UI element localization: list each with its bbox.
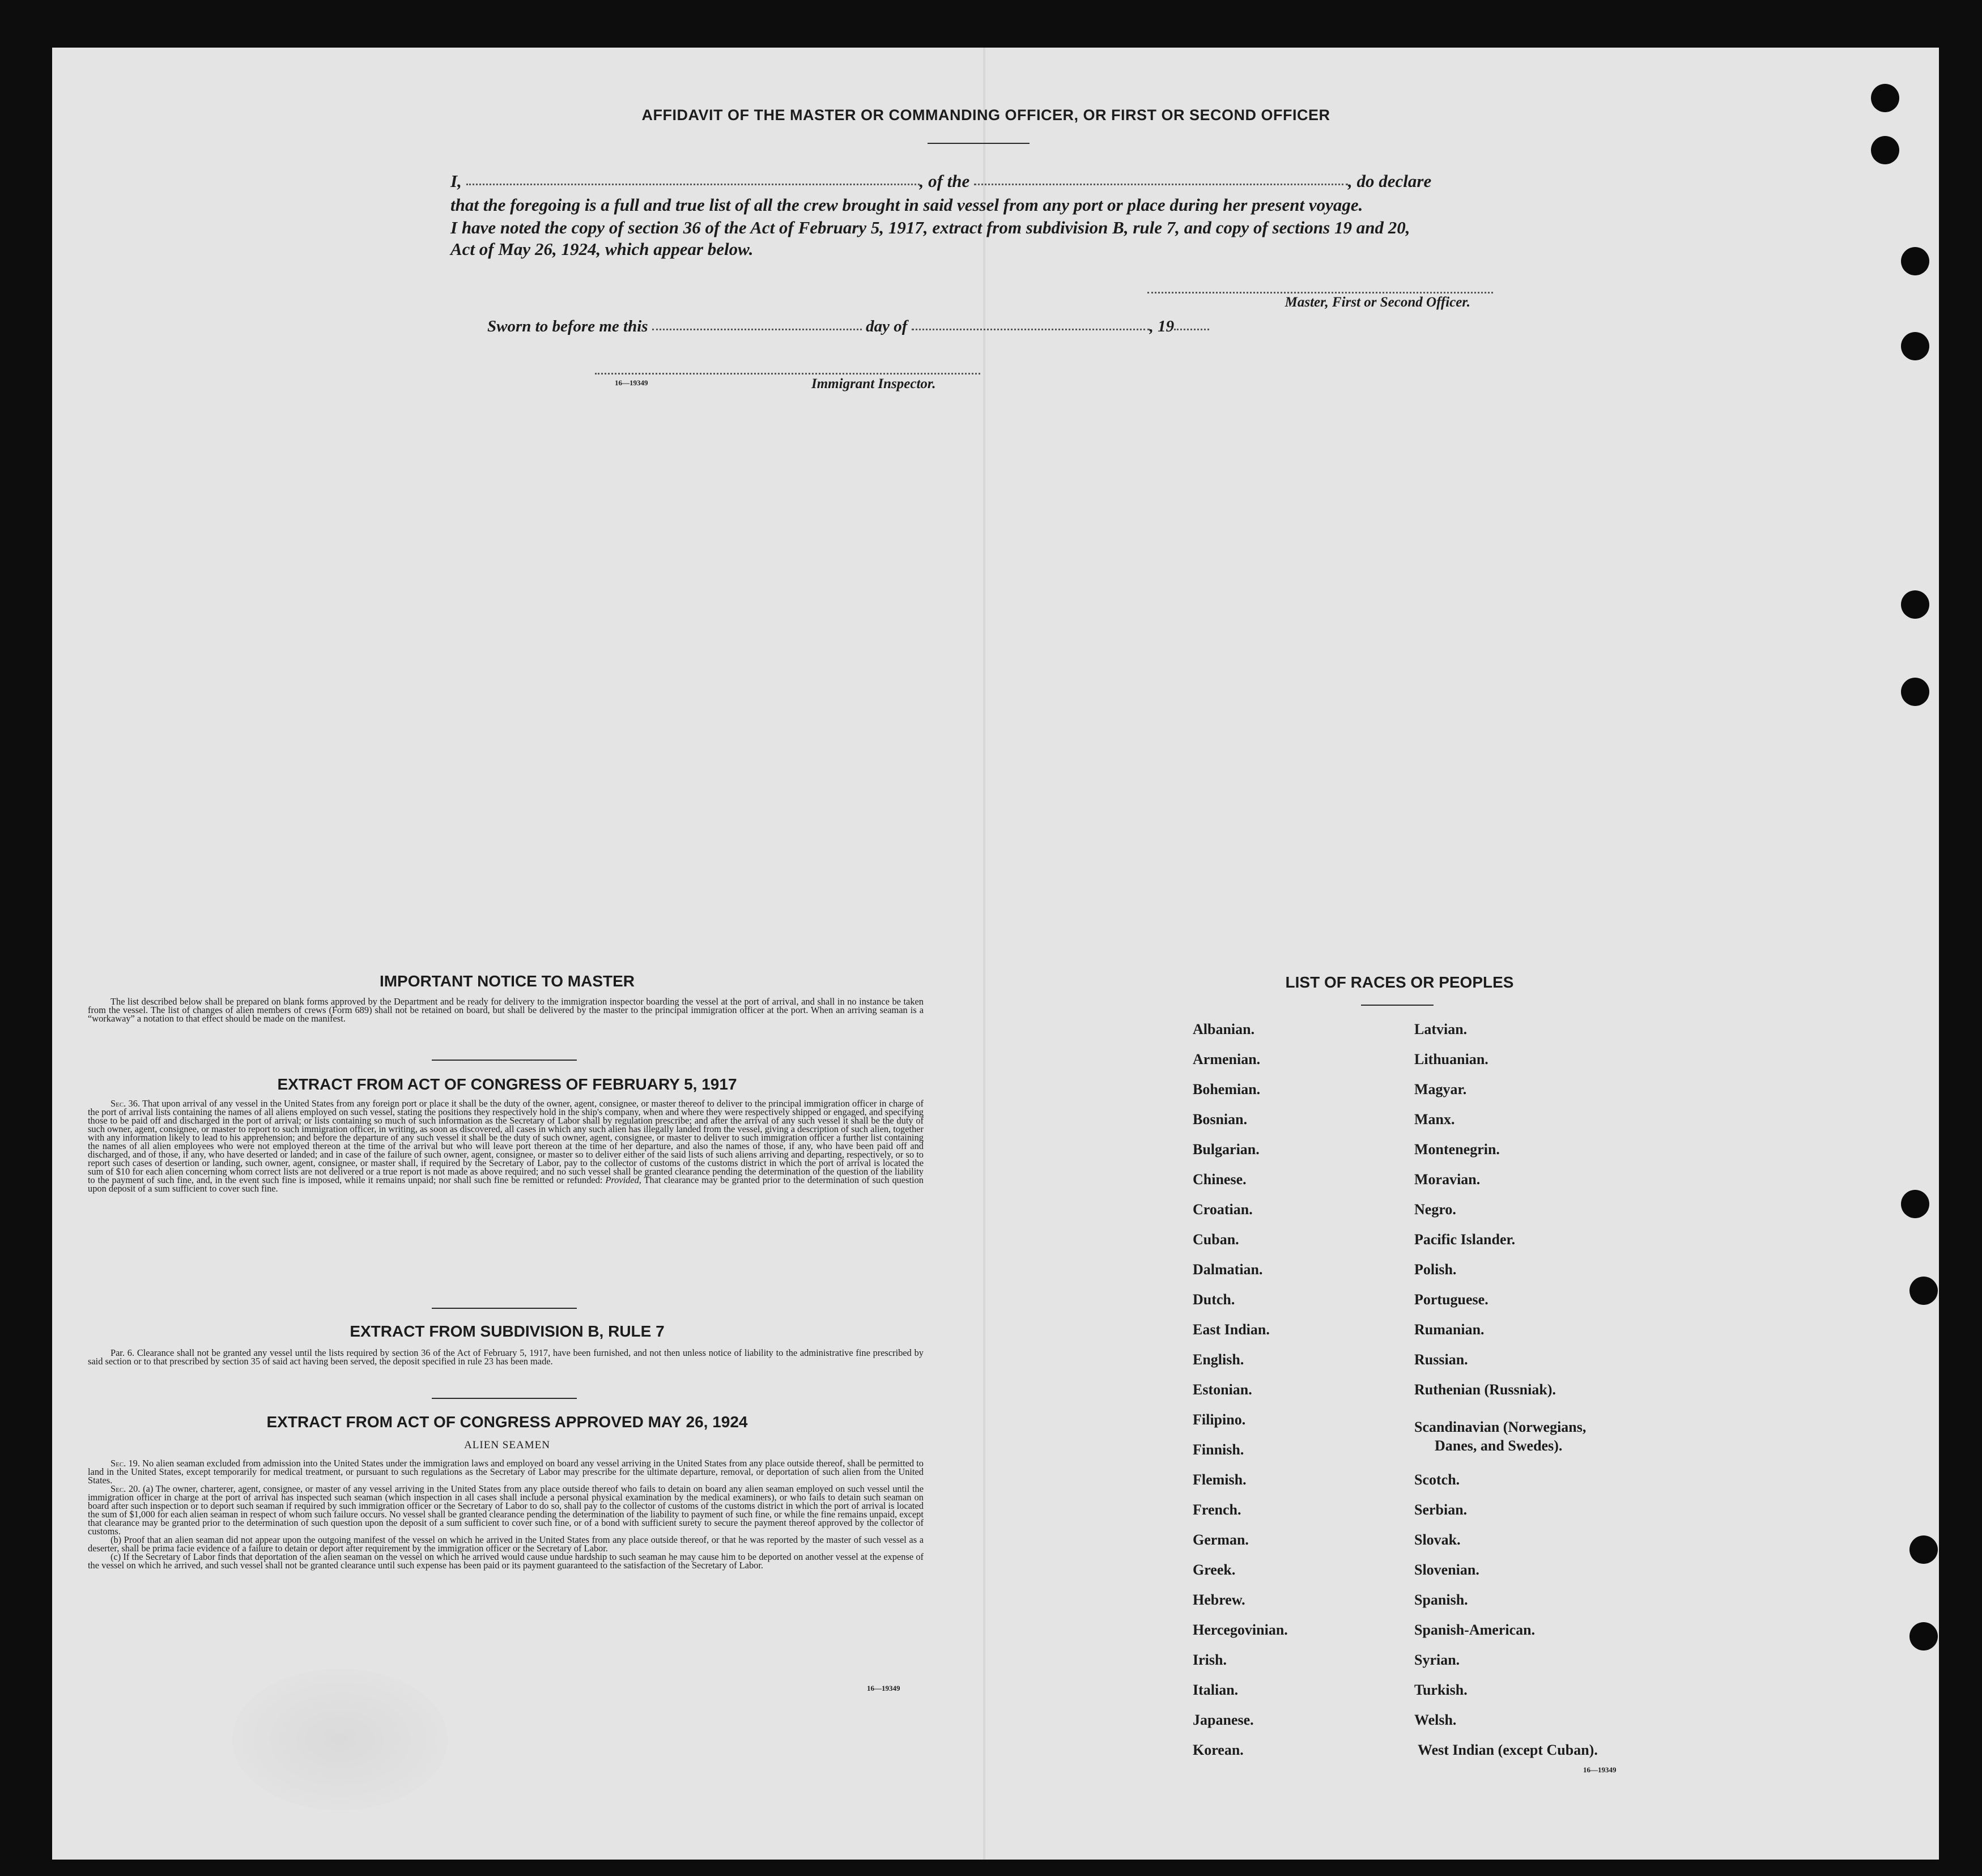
- race-item: Pacific Islander.: [1414, 1231, 1516, 1248]
- race-item: Estonian.: [1193, 1381, 1252, 1398]
- form-number: 16—19349: [615, 378, 648, 387]
- section-20-label: Sec. 20.: [110, 1483, 141, 1494]
- title-rule: [928, 143, 1030, 144]
- race-item: Magyar.: [1414, 1081, 1467, 1097]
- race-item: English.: [1193, 1351, 1244, 1368]
- race-item: Korean.: [1193, 1742, 1244, 1758]
- extract-rule7-title: EXTRACT FROM SUBDIVISION B, RULE 7: [350, 1322, 665, 1340]
- extract-1924-body: [88, 1459, 924, 1569]
- binder-hole: [1901, 1190, 1929, 1218]
- race-item: Filipino.: [1193, 1411, 1246, 1428]
- month-blank: [912, 325, 1150, 330]
- affidavit-title: AFFIDAVIT OF THE MASTER OR COMMANDING OFFICER, OR FIRST OR SECOND OFFICER: [641, 107, 1330, 124]
- binder-hole: [1901, 332, 1929, 360]
- race-item: Bohemian.: [1193, 1081, 1261, 1097]
- notice-body: [88, 997, 924, 1023]
- day-blank: [652, 325, 862, 330]
- section-19-paragraph: [88, 1459, 924, 1484]
- binder-hole: [1901, 247, 1929, 275]
- extract-1917-body: [88, 1099, 924, 1193]
- race-item: Latvian.: [1414, 1021, 1468, 1037]
- race-item: Moravian.: [1414, 1171, 1481, 1188]
- race-item: Portuguese.: [1414, 1291, 1488, 1308]
- affidavit-of-the: , of the: [919, 171, 970, 191]
- section-19-text: No alien seaman excluded from admission into the United States under the immigration laws and employed on board any vessel arriving in the United States from any place outside thereof, shall be permitted to land in the United States, except temporarily for medical treatment, or pursuant to such regulations as the Secretary of Labor may prescribe for the ultimate departure, removal, or deportation of such alien from the United States.: [88, 1458, 924, 1486]
- divider-rule: [432, 1060, 577, 1061]
- race-item: Croatian.: [1193, 1201, 1253, 1218]
- race-item: Hebrew.: [1193, 1592, 1245, 1608]
- race-item: French.: [1193, 1501, 1241, 1518]
- binder-hole: [1901, 678, 1929, 706]
- year-blank: [1174, 325, 1209, 330]
- affidavit-line-1: [450, 171, 1516, 192]
- binder-hole: [1901, 590, 1929, 619]
- race-item: Albanian.: [1193, 1021, 1255, 1037]
- race-item: Finnish.: [1193, 1441, 1244, 1458]
- alien-seamen-subtitle: ALIEN SEAMEN: [464, 1439, 550, 1451]
- race-item: Irish.: [1193, 1652, 1227, 1668]
- divider-rule: [432, 1308, 577, 1309]
- master-signature-caption: Master, First or Second Officer.: [1285, 295, 1470, 310]
- section-20a-text: (a) The owner, charterer, agent, consignee, or master of any vessel arriving in the United States from any place outside thereof who fails to detain on board any alien seaman employed on such vessel until the immigration officer in charge at the port of arrival has inspected such seaman (which inspection in all cases shall include a personal physical examination by the medical examiners), or who fails to detain such seaman on board after such inspection or to deport such seaman if required by such immigration officer or the Secretary of Labor to do so, shall pay to the collector of customs of the customs district in which the port of arrival is located the sum of $1,000 for each alien seaman in respect of whom such failure occurs. No vessel shall be granted clearance pending the determination of the liability to payment of such fine, or while the fine remains unpaid, except that clearance may be granted prior to the determination of such question upon the deposit of a sum sufficient to cover such fine, or of a bond with sufficient surety to secure the payment thereof approved by the collector of customs.: [88, 1483, 924, 1537]
- race-item: Hercegovinian.: [1193, 1622, 1288, 1638]
- section-19-label: Sec. 19.: [110, 1458, 140, 1469]
- races-title-rule: [1361, 1005, 1434, 1006]
- race-item: Bulgarian.: [1193, 1141, 1260, 1158]
- race-item: German.: [1193, 1532, 1249, 1548]
- master-signature-line: [1147, 292, 1493, 293]
- embossed-seal: [232, 1669, 448, 1810]
- race-item: East Indian.: [1193, 1321, 1270, 1338]
- affidavit-i: I,: [450, 171, 462, 191]
- races-title: LIST OF RACES OR PEOPLES: [1285, 973, 1514, 991]
- affidavit-line-2: that the foregoing is a full and true list of all the crew brought in said vessel from any port or place during her present voyage.: [450, 195, 1363, 215]
- race-item: Spanish.: [1414, 1592, 1468, 1608]
- race-item: Welsh.: [1414, 1712, 1457, 1728]
- race-item: Dutch.: [1193, 1291, 1235, 1308]
- binder-hole: [1909, 1277, 1938, 1305]
- section-20a-paragraph: [88, 1484, 924, 1535]
- rule7-paragraph: Par. 6. Clearance shall not be granted any vessel until the lists required by section 36 of the Act of February 5, 1917, have been furnished, and not then unless notice of liability to the administrative fine prescribed by said section or to that prescribed by section 35 of said act having been served, the deposit specified in rule 23 has been made.: [88, 1347, 924, 1367]
- affidavit-line-4: Act of May 26, 1924, which appear below.: [450, 239, 754, 259]
- race-item: Ruthenian (Russniak).: [1414, 1381, 1556, 1398]
- divider-rule: [432, 1398, 577, 1399]
- race-item: Negro.: [1414, 1201, 1456, 1218]
- section-20b-paragraph: (b) Proof that an alien seaman did not appear upon the outgoing manifest of the vessel on which he arrived in the United States from any place outside thereof, or that he was reported by the master of such vessel as a deserter, shall be prima facie evidence of a failure to detain or deport after requirement by the immigration officer or the Secretary of Labor.: [88, 1534, 924, 1554]
- notice-title: IMPORTANT NOTICE TO MASTER: [379, 972, 635, 990]
- race-item: Bosnian.: [1193, 1111, 1248, 1128]
- race-item: Polish.: [1414, 1261, 1457, 1278]
- provided-text: That clearance may be granted prior to the determination of such question upon deposit of a sum sufficient to cover such fine.: [88, 1175, 924, 1194]
- race-item: Danes, and Swedes).: [1435, 1437, 1563, 1454]
- inspector-signature-line: [595, 373, 980, 375]
- binder-hole: [1871, 84, 1899, 112]
- race-item: Greek.: [1193, 1562, 1236, 1578]
- vessel-blank: [974, 180, 1348, 185]
- affidavit-line-3: I have noted the copy of section 36 of the Act of February 5, 1917, extract from subdivision B, rule 7, and copy of sections 19 and 20,: [450, 218, 1410, 237]
- extract-1924-title: EXTRACT FROM ACT OF CONGRESS APPROVED MAY 26, 1924: [266, 1413, 748, 1431]
- race-item: Spanish-American.: [1414, 1622, 1536, 1638]
- race-item: Serbian.: [1414, 1501, 1468, 1518]
- name-blank: [466, 180, 920, 185]
- race-item: Slovak.: [1414, 1532, 1461, 1548]
- race-item: Scandinavian (Norwegians,: [1414, 1419, 1587, 1435]
- section-36-label: Sec. 36.: [110, 1098, 141, 1109]
- race-item: Slovenian.: [1414, 1562, 1479, 1578]
- race-item: West Indian (except Cuban).: [1418, 1742, 1598, 1758]
- race-item: Lithuanian.: [1414, 1051, 1488, 1067]
- form-number: 16—19349: [1583, 1766, 1617, 1774]
- race-item: Chinese.: [1193, 1171, 1247, 1188]
- binder-hole: [1909, 1622, 1938, 1650]
- form-number: 16—19349: [867, 1684, 900, 1692]
- provided-word: Provided,: [605, 1175, 641, 1185]
- affidavit-declare: , do declare: [1348, 171, 1432, 191]
- race-item: Rumanian.: [1414, 1321, 1485, 1338]
- sworn-day-of: day of: [866, 317, 908, 335]
- race-item: Cuban.: [1193, 1231, 1239, 1248]
- race-item: Flemish.: [1193, 1471, 1247, 1488]
- section-20c-paragraph: (c) If the Secretary of Labor finds that deportation of the alien seaman on the vessel on which he arrived would cause undue hardship to such seaman he may cause him to be deported on another vessel at the expense of the vessel on which he arrived, and such vessel shall not be granted clearance until such expense has been paid or its payment guaranteed to the satisfaction of the Secretary of Labor.: [88, 1551, 924, 1571]
- race-item: Russian.: [1414, 1351, 1468, 1368]
- race-item: Italian.: [1193, 1682, 1239, 1698]
- binder-hole: [1909, 1535, 1938, 1564]
- race-item: Montenegrin.: [1414, 1141, 1500, 1158]
- sworn-prefix: Sworn to before me this: [487, 317, 648, 335]
- section-36-text: That upon arrival of any vessel in the United States from any foreign port or place it shall be the duty of the owner, agent, consignee, or master thereof to deliver to the principal immigration officer in charge of the port of arrival lists containing the names of all aliens employed on such vessel, stating the positions they respectively hold in the ship's company, when and where they were respectively shipped or engaged, and specifying those to be paid off and discharged in the port of arrival; or lists containing so much of such information as the Secretary of Labor shall by regulation prescribe; and after the arrival of any such vessel it shall be the duty of such owner, agent, consignee, or master to report to such immigration officer, in writing, as soon as discovered, all cases in which any such alien has illegally landed from the vessel, giving a description of such alien, together with any information likely to lead to his apprehension; and before the departure of any such vessel it shall be the duty of such owner, agent, consignee, or master to deliver to such immigration officer a further list containing the names of all alien employees who were not employed thereon at the time of the arrival but who will leave port thereon at the time of her departure, and also the names of those, if any, who have been paid off and discharged, and of those, if any, who have deserted or landed; and in case of the failure of such owner, agent, consignee, or master so to deliver either of the said lists of such aliens arriving and departing, respectively, or so to report such cases of desertion or landing, such owner, agent, consignee, or master shall, if required by the Secretary of Labor, pay to the collector of customs of the customs district in which the port of arrival is located the sum of $10 for each alien concerning whom correct lists are not delivered or a true report is not made as above required; and no such vessel shall be granted clearance pending the determination of the question of the liability to the payment of such fine, and, in the event such fine is imposed, while it remains unpaid; nor shall such fine be remitted or refunded:: [88, 1098, 924, 1185]
- notice-paragraph: The list described below shall be prepared on blank forms approved by the Department and be ready for delivery to the immigration inspector boarding the vessel at the port of arrival, and shall in no instance be taken from the vessel. The list of changes of alien members of crews (Form 689) shall not be retained on board, but shall be delivered by the master to the principal immigration officer at the port. When an arriving seaman is a “workaway” a notation to that effect should be made on the manifest.: [88, 996, 924, 1024]
- sworn-line: [487, 317, 1209, 336]
- sworn-year: , 19: [1149, 317, 1175, 335]
- race-item: Scotch.: [1414, 1471, 1460, 1488]
- section-36-paragraph: [88, 1099, 924, 1193]
- race-item: Syrian.: [1414, 1652, 1460, 1668]
- extract-1917-title: EXTRACT FROM ACT OF CONGRESS OF FEBRUARY 5, 1917: [277, 1075, 737, 1093]
- binder-hole: [1871, 136, 1899, 164]
- extract-rule7-body: [88, 1348, 924, 1365]
- race-item: Turkish.: [1414, 1682, 1468, 1698]
- inspector-caption: Immigrant Inspector.: [811, 376, 936, 392]
- race-item: Japanese.: [1193, 1712, 1254, 1728]
- race-item: Manx.: [1414, 1111, 1455, 1128]
- race-item: Armenian.: [1193, 1051, 1261, 1067]
- race-item: Dalmatian.: [1193, 1261, 1263, 1278]
